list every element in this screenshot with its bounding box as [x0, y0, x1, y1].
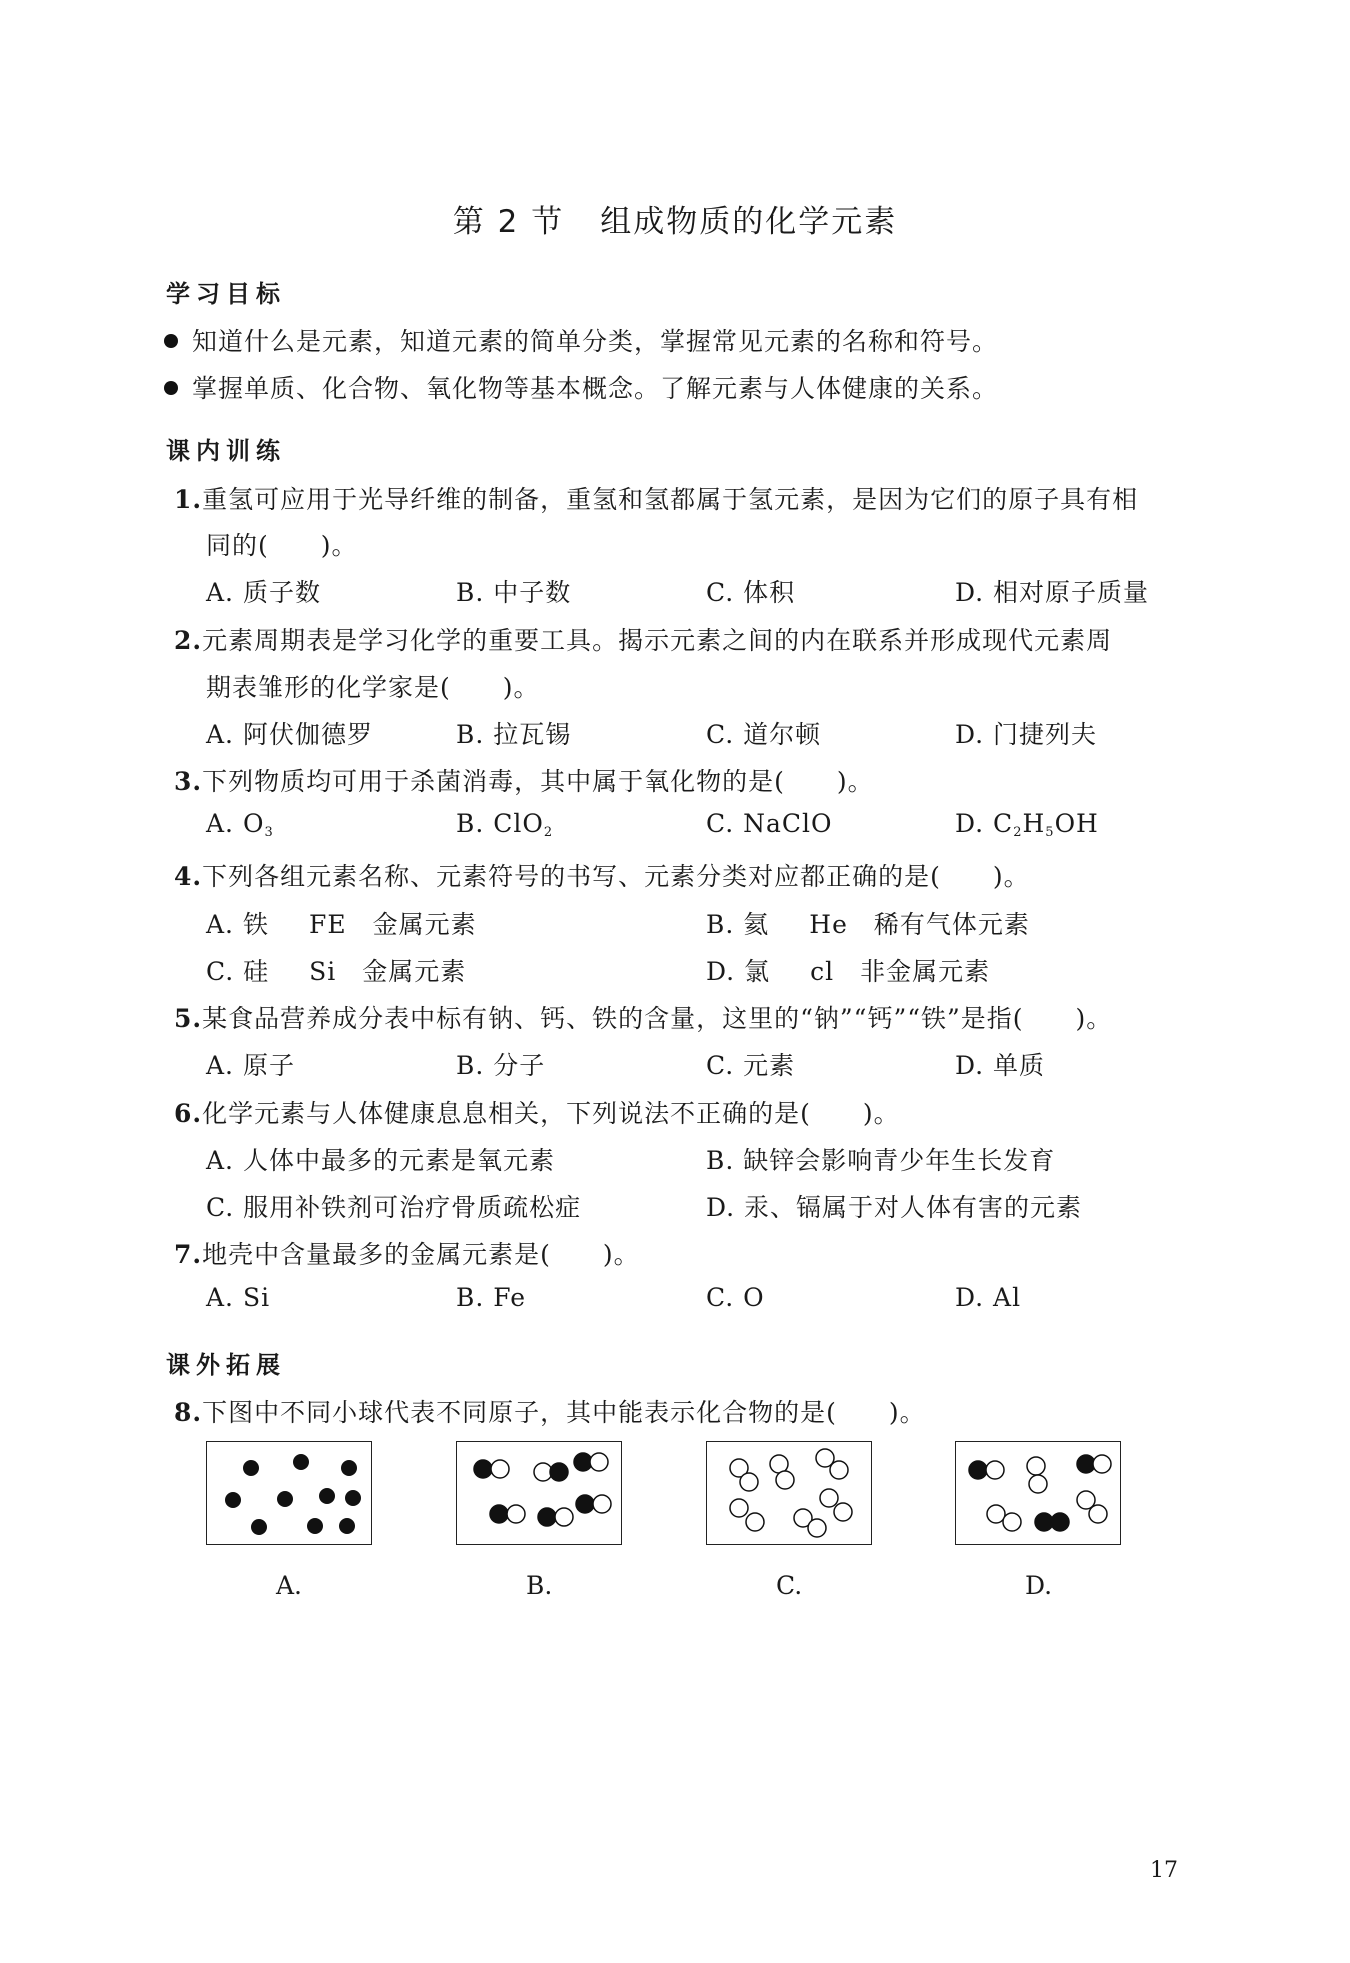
- diagram-d: [955, 1441, 1121, 1545]
- q3-option-d: D. $C_2H_5OH$: [955, 809, 1099, 840]
- q7-option-d: D. Al: [955, 1283, 1022, 1312]
- q6-option-d: D. 汞、镉属于对人体有害的元素: [706, 1193, 1083, 1222]
- q4-option-b: B. 氦 He 稀有气体元素: [706, 910, 1030, 939]
- question-2: 2.元素周期表是学习化学的重要工具。揭示元素之间的内在联系并形成现代元素周: [174, 626, 1113, 655]
- question-1: 1.重氢可应用于光导纤维的制备，重氢和氢都属于氢元素，是因为它们的原子具有相: [174, 485, 1139, 514]
- q5-option-d: D. 单质: [955, 1051, 1046, 1080]
- q7-option-b: B. Fe: [456, 1283, 527, 1312]
- diagram-b-caption: B.: [526, 1571, 553, 1600]
- q5-option-c: C. 元素: [706, 1051, 796, 1080]
- question-2-line2: 期表雏形的化学家是( )。: [206, 673, 540, 702]
- atom-group: [730, 1449, 852, 1537]
- goals-heading: 学习目标: [166, 280, 286, 308]
- question-4: 4.下列各组元素名称、元素符号的书写、元素分类对应都正确的是( )。: [174, 862, 1030, 891]
- q1-option-b: B. 中子数: [456, 578, 572, 607]
- page-number: 17: [1150, 1858, 1178, 1883]
- question-1-line2: 同的( )。: [206, 531, 358, 560]
- q3-option-b: B. ClO$_2$: [456, 809, 554, 840]
- q1-option-a: A. 质子数: [206, 578, 321, 607]
- atom-group: [225, 1454, 361, 1535]
- q2-option-c: C. 道尔顿: [706, 720, 822, 749]
- diagram-a-caption: A.: [276, 1571, 303, 1600]
- section-title: 组成物质的化学元素: [600, 204, 898, 240]
- question-6: 6.化学元素与人体健康息息相关，下列说法不正确的是( )。: [174, 1099, 900, 1128]
- diagram-a: [206, 1441, 372, 1545]
- extension-heading: 课外拓展: [166, 1351, 286, 1379]
- q6-option-a: A. 人体中最多的元素是氧元素: [206, 1146, 555, 1175]
- question-7: 7.地壳中含量最多的金属元素是( )。: [174, 1240, 640, 1269]
- atom-group: [474, 1453, 611, 1526]
- practice-heading: 课内训练: [166, 437, 286, 465]
- page-title: [0, 196, 1350, 241]
- diagram-c: [706, 1441, 872, 1545]
- q2-option-d: D. 门捷列夫: [955, 720, 1098, 749]
- q4-option-c: C. 硅 Si 金属元素: [206, 957, 467, 986]
- section-number: 第 2 节: [452, 204, 565, 240]
- q3-option-a: A. $O_3$: [206, 809, 274, 840]
- atom-group: [969, 1455, 1111, 1531]
- q1-option-c: C. 体积: [706, 578, 796, 607]
- diagram-d-caption: D.: [1025, 1571, 1053, 1600]
- q2-option-b: B. 拉瓦锡: [456, 720, 572, 749]
- bullet-icon: [164, 334, 178, 348]
- q6-option-b: B. 缺锌会影响青少年生长发育: [706, 1146, 1056, 1175]
- q5-option-a: A. 原子: [206, 1051, 295, 1080]
- question-8: 8.下图中不同小球代表不同原子，其中能表示化合物的是( )。: [174, 1398, 926, 1427]
- goal-item: 掌握单质、化合物、氧化物等基本概念。了解元素与人体健康的关系。: [164, 369, 998, 405]
- q5-option-b: B. 分子: [456, 1051, 546, 1080]
- q4-option-d: D. 氯 cl 非金属元素: [706, 957, 991, 986]
- bullet-icon: [164, 381, 178, 395]
- q3-option-c: C. NaClO: [706, 809, 833, 838]
- q2-option-a: A. 阿伏伽德罗: [206, 720, 373, 749]
- q7-option-c: C. O: [706, 1283, 765, 1312]
- q7-option-a: A. Si: [206, 1283, 271, 1312]
- q6-option-c: C. 服用补铁剂可治疗骨质疏松症: [206, 1193, 582, 1222]
- question-3: 3.下列物质均可用于杀菌消毒，其中属于氧化物的是( )。: [174, 767, 874, 796]
- diagram-c-caption: C.: [776, 1571, 803, 1600]
- question-5: 5.某食品营养成分表中标有钠、钙、铁的含量，这里的“钠”“钙”“铁”是指( )。: [174, 1004, 1113, 1033]
- diagram-b: [456, 1441, 622, 1545]
- goal-item: 知道什么是元素，知道元素的简单分类，掌握常见元素的名称和符号。: [164, 322, 998, 358]
- q1-option-d: D. 相对原子质量: [955, 578, 1150, 607]
- q4-option-a: A. 铁 FE 金属元素: [206, 910, 477, 939]
